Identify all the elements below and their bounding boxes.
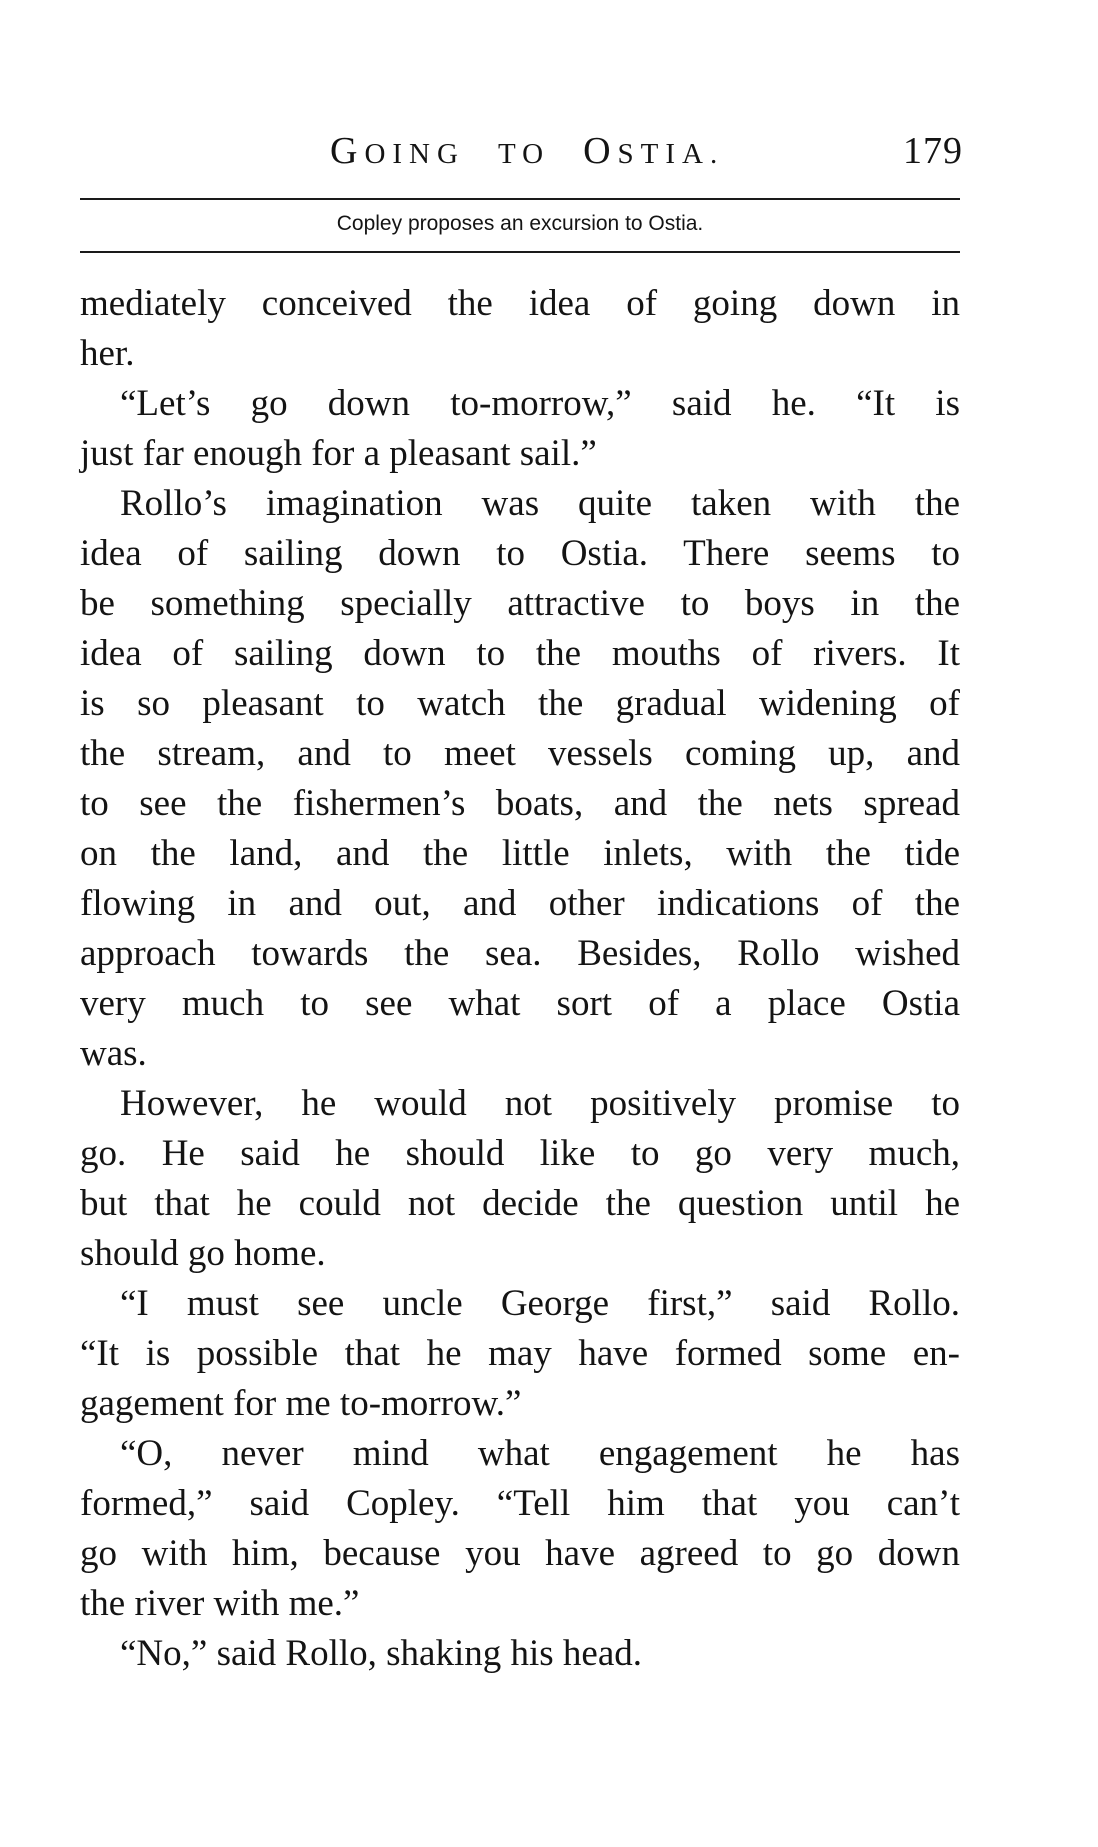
header-rule-bottom — [80, 251, 960, 253]
page-number: 179 — [903, 130, 963, 172]
text-line: the stream, and to meet vessels coming up, and — [80, 733, 960, 774]
text-line: her. — [80, 333, 135, 374]
text-line: approach towards the sea. Besides, Rollo wished — [80, 933, 960, 974]
text-line: mediately conceived the idea of going down in — [80, 283, 960, 324]
running-head — [330, 132, 724, 170]
text-line: “I must see uncle George first,” said Rollo. — [120, 1283, 960, 1324]
text-line: formed,” said Copley. “Tell him that you can’t — [80, 1483, 960, 1524]
text-line: gagement for me to-morrow.” — [80, 1383, 522, 1424]
running-head-word-1: GOING — [330, 130, 465, 172]
text-line: However, he would not positively promise to — [120, 1083, 960, 1124]
text-line: should go home. — [80, 1233, 326, 1274]
running-head-word-2: TO — [497, 138, 551, 170]
text-line: just far enough for a pleasant sail.” — [80, 433, 597, 474]
header-rule-top — [80, 198, 960, 200]
text-line: idea of sailing down to the mouths of rivers. It — [80, 633, 960, 674]
text-line: but that he could not decide the question until he — [80, 1183, 960, 1224]
text-line: go with him, because you have agreed to go down — [80, 1533, 960, 1574]
text-line: is so pleasant to watch the gradual widening of — [80, 683, 960, 724]
page-subheading: Copley proposes an excursion to Ostia. — [336, 212, 704, 235]
text-line: “O, never mind what engagement he has — [120, 1433, 960, 1474]
text-line: was. — [80, 1033, 147, 1074]
text-line: flowing in and out, and other indications of the — [80, 883, 960, 924]
text-line: the river with me.” — [80, 1583, 360, 1624]
text-line: Rollo’s imagination was quite taken with the — [120, 483, 960, 524]
text-line: very much to see what sort of a place Ostia — [80, 983, 960, 1024]
text-line: “No,” said Rollo, shaking his head. — [120, 1633, 643, 1674]
text-line: on the land, and the little inlets, with the tide — [80, 833, 960, 874]
text-line: idea of sailing down to Ostia. There seems to — [80, 533, 960, 574]
text-line: be something specially attractive to boys in the — [80, 583, 960, 624]
body-text — [80, 279, 960, 1679]
text-line: to see the fishermen’s boats, and the nets spread — [80, 783, 960, 824]
text-line: go. He said he should like to go very much, — [80, 1133, 960, 1174]
text-line: “It is possible that he may have formed some en- — [80, 1333, 960, 1374]
running-head-word-3: OSTIA. — [583, 130, 725, 172]
text-line: “Let’s go down to-morrow,” said he. “It is — [120, 383, 960, 424]
